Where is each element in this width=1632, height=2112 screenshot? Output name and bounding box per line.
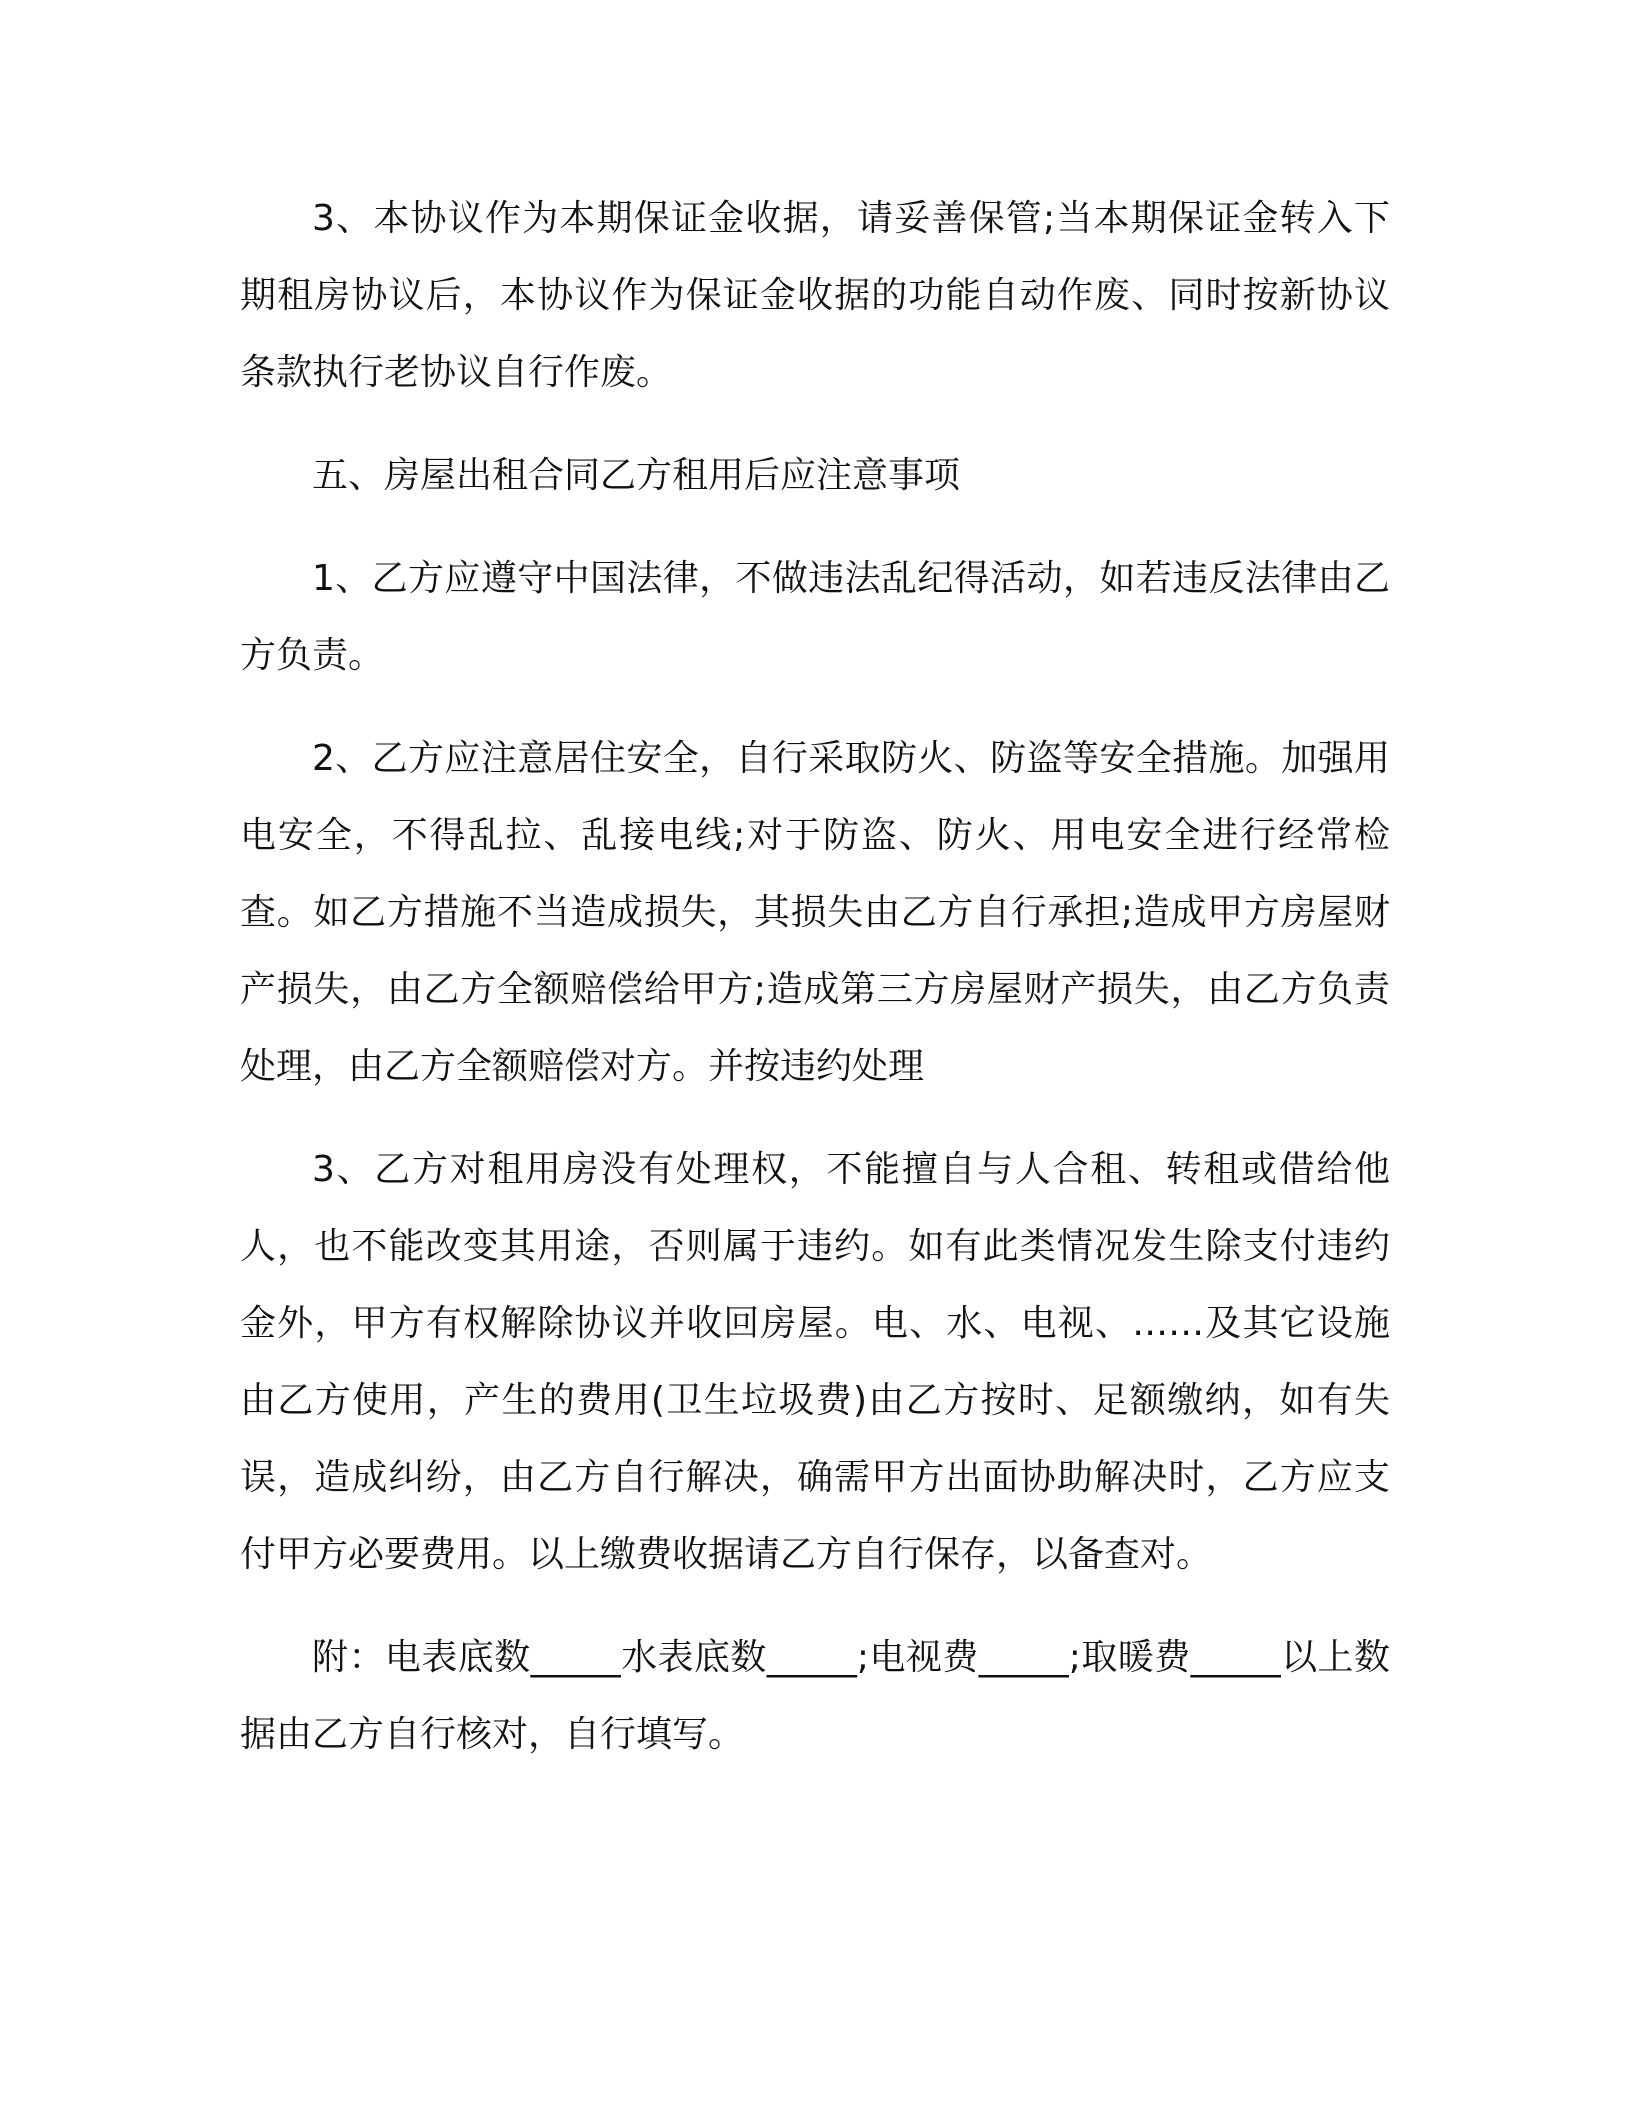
paragraph-safety-clause: 2、乙方应注意居住安全，自行采取防火、防盗等安全措施。加强用电安全，不得乱拉、乱接电线;对于防盗、防火、用电安全进行经常检查。如乙方措施不当造成损失，其损失由乙方自行承担;造成甲方房屋财产损失，由乙方全额赔偿给甲方;造成第三方房屋财产损失，由乙方负责处理，由乙方全额赔偿对方。并按违约处理 [240, 738, 1390, 1087]
paragraph-receipt-clause: 3、本协议作为本期保证金收据，请妥善保管;当本期保证金转入下期租房协议后，本协议作为保证金收据的功能自动作废、同时按新协议条款执行老协议自行作废。 [240, 198, 1390, 393]
paragraph-law-clause: 1、乙方应遵守中国法律，不做违法乱纪得活动，如若违反法律由乙方负责。 [240, 558, 1390, 676]
paragraph-attachment: 附：电表底数_____水表底数_____;电视费_____;取暖费_____以上数据由乙方自行核对，自行填写。 [240, 1637, 1390, 1755]
document-body [240, 180, 1390, 1799]
paragraph-rights-clause: 3、乙方对租用房没有处理权，不能擅自与人合租、转租或借给他人，也不能改变其用途，否则属于违约。如有此类情况发生除支付违约金外，甲方有权解除协议并收回房屋。电、水、电视、……及其它设施由乙方使用，产生的费用(卫生垃圾费)由乙方按时、足额缴纳，如有失误，造成纠纷，由乙方自行解决，确需甲方出面协助解决时，乙方应支付甲方必要费用。以上缴费收据请乙方自行保存，以备查对。 [240, 1149, 1390, 1575]
section-heading: 五、房屋出租合同乙方租用后应注意事项 [312, 455, 961, 496]
